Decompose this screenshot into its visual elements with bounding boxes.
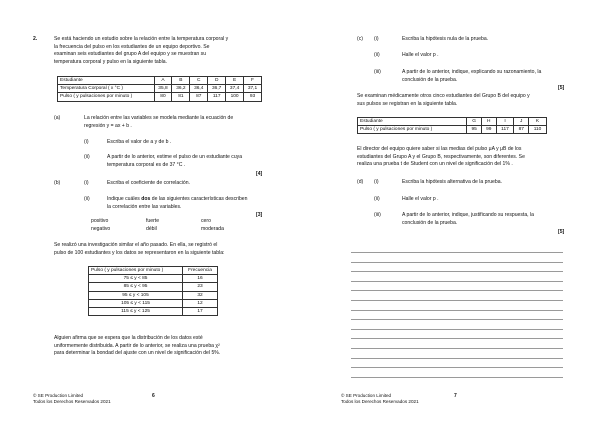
table-row xyxy=(89,283,218,291)
table-cell: J xyxy=(514,118,529,126)
part-b-ii-post: de las siguientes características describen xyxy=(150,196,248,202)
part-b-label: (b) xyxy=(54,180,61,186)
table-cell: A xyxy=(154,77,172,85)
table-cell: 81 xyxy=(172,93,190,101)
question-number: 2. xyxy=(33,36,38,42)
table-cell: I xyxy=(496,118,514,126)
part-d-ii-label: (ii) xyxy=(374,196,380,202)
part-a-i-label: (i) xyxy=(84,139,89,145)
table-header-cell: Pulso ( y pulsaciones por minuto ) xyxy=(89,267,183,275)
table-cell: 115 ≤ y < 125 xyxy=(89,308,183,316)
table-cell: 87 xyxy=(190,93,208,101)
table-row xyxy=(58,93,262,101)
table-cell: 17 xyxy=(183,308,218,316)
table-header-cell: Frecuencia xyxy=(183,267,218,275)
option-moderada: moderada xyxy=(201,226,224,232)
intro-line-4: temperatura corporal y pulso en la siguiente tabla. xyxy=(54,58,167,65)
closing-line-2: uniformemente distribuida. A partir de lo anterior, se realiza una prueba χ² xyxy=(54,342,220,349)
investigation-line-1: Se realizó una investigación similar el año pasado. En ella, se registró el xyxy=(54,242,218,248)
answer-line[interactable] xyxy=(351,358,563,359)
group-b-intro-line-2: sus pulsos se registran en la siguiente tabla. xyxy=(357,100,458,107)
table-cell: H xyxy=(481,118,496,126)
part-b-i-text: Escriba el coeficiente de correlación. xyxy=(107,180,190,186)
part-d-label: (d) xyxy=(357,179,364,185)
answer-line[interactable] xyxy=(351,271,563,272)
table-row xyxy=(58,85,262,93)
part-c-iii-line-1: A partir de lo anterior, indique, explicando su razonamiento, la xyxy=(402,69,542,75)
table-cell: C xyxy=(190,77,208,85)
option-positivo: positivo xyxy=(91,218,109,224)
part-d-iii-label: (iii) xyxy=(374,212,381,218)
part-c-iii-label: (iii) xyxy=(374,69,381,75)
investigation-line-2: pulso de 100 estudiantes y los datos se representaron en la siguiente tabla: xyxy=(54,249,225,256)
part-d-i-text: Escriba la hipótesis alternativa de la prueba. xyxy=(402,179,502,185)
page-number: 6 xyxy=(152,393,155,399)
table-cell: 87 xyxy=(514,126,529,134)
director-line-1: El director del equipo quiere saber si las medias del pulso μA y μB de los xyxy=(357,146,522,152)
table-row xyxy=(358,118,547,126)
page-number: 7 xyxy=(454,393,457,399)
part-c-label: (c) xyxy=(357,36,363,42)
table-row xyxy=(89,308,218,316)
table-cell: 35,8 xyxy=(154,85,172,93)
intro-line-3: examinan seis estudiantes del grupo A del equipo y se muestran su xyxy=(54,51,207,58)
answer-line[interactable] xyxy=(351,290,563,291)
closing-line-1: Alguien afirma que se espera que la distribución de los datos esté xyxy=(54,335,203,341)
table-cell: 80 xyxy=(154,93,172,101)
table-pulse-frequency xyxy=(88,266,218,316)
table-cell: 117 xyxy=(208,93,226,101)
table-cell: 23 xyxy=(183,283,218,291)
part-b-i-label: (i) xyxy=(84,180,89,186)
part-a-ii-label: (ii) xyxy=(84,154,90,160)
table-cell: 99 xyxy=(481,126,496,134)
part-c-ii-text: Halle el valor p . xyxy=(402,52,439,58)
part-b-ii-line-2: la correlación entre las variables. xyxy=(107,203,182,210)
answer-line[interactable] xyxy=(351,262,563,263)
table-cell: 75 ≤ y < 85 xyxy=(89,275,183,283)
table-cell: 37,1 xyxy=(244,85,262,93)
marks-c: [5] xyxy=(558,85,565,91)
table-cell: 36,4 xyxy=(190,85,208,93)
answer-line[interactable] xyxy=(351,338,563,339)
option-fuerte: fuerte xyxy=(146,218,160,224)
part-b-ii-pre: Indique cuáles xyxy=(107,196,142,202)
marks-b: [3] xyxy=(256,212,263,218)
option-cero: cero xyxy=(201,218,211,224)
table-cell: 110 xyxy=(529,126,547,134)
table-row xyxy=(89,299,218,307)
table-cell: Estudiante xyxy=(358,118,467,126)
part-a-line-1: La relación entre las variables se modela mediante la ecuación de xyxy=(84,115,234,121)
answer-line[interactable] xyxy=(351,300,563,301)
table-cell: 85 ≤ y < 95 xyxy=(89,283,183,291)
part-a-ii-line-2: temperatura corporal es de 37 °C . xyxy=(107,161,186,168)
part-b-ii-bold: dos xyxy=(141,196,151,202)
intro-line-2: la frecuencia del pulso en los estudiantes de un equipo deportivo. Se xyxy=(54,43,210,50)
answer-line[interactable] xyxy=(351,367,563,368)
table-cell: 95 ≤ y < 105 xyxy=(89,291,183,299)
director-line-3: realiza una prueba t de Student con un nivel de significación del 1% . xyxy=(357,161,513,168)
table-row xyxy=(58,77,262,85)
table-cell: F xyxy=(244,77,262,85)
table-row xyxy=(89,291,218,299)
answer-line[interactable] xyxy=(351,348,563,349)
table-cell: Estudiante xyxy=(58,77,155,85)
footer-copyright: © SE Production Limited xyxy=(33,393,84,398)
director-line-2: estudiantes del Grupo A y el Grupo B, respectivamente, son diferentes. Se xyxy=(357,153,525,160)
part-d-iii-line-1: A partir de lo anterior, indique, justificando su respuesta, la xyxy=(402,212,534,218)
table-cell: K xyxy=(529,118,547,126)
part-a-line-2: regresión y = ax + b . xyxy=(84,122,132,129)
table-cell: 117 xyxy=(496,126,514,134)
table-cell: B xyxy=(172,77,190,85)
table-cell: Pulso ( y pulsaciones por minuto ) xyxy=(58,93,155,101)
table-row xyxy=(89,275,218,283)
right-page xyxy=(300,0,600,424)
table-cell: Temperatura Corporal ( x °C ) xyxy=(58,85,155,93)
part-a-label: (a) xyxy=(54,115,61,121)
part-b-ii-line-1 xyxy=(107,196,247,204)
footer-rights: Todos los Derechos Reservados 2021 xyxy=(341,399,419,405)
closing-line-3: para determinar la bondad del ajuste con un nivel de significación del 5%. xyxy=(54,350,221,357)
answer-line[interactable] xyxy=(351,310,563,311)
marks-a: [4] xyxy=(256,171,263,177)
option-negativo: negativo xyxy=(91,226,111,232)
table-group-b xyxy=(357,117,547,134)
answer-line[interactable] xyxy=(351,252,563,253)
part-d-i-label: (i) xyxy=(374,179,379,185)
table-cell: 37,4 xyxy=(226,85,244,93)
answer-line[interactable] xyxy=(351,281,563,282)
table-row xyxy=(89,267,218,275)
answer-line[interactable] xyxy=(351,377,563,378)
part-c-i-label: (i) xyxy=(374,36,379,42)
table-cell: 16 xyxy=(183,275,218,283)
table-cell: 93 xyxy=(244,93,262,101)
table-cell: 105 ≤ y < 115 xyxy=(89,299,183,307)
part-d-ii-text: Halle el valor p . xyxy=(402,196,439,202)
table-cell: Pulso ( y pulsaciones por minuto ) xyxy=(358,126,467,134)
footer-rights: Todos los Derechos Reservados 2021 xyxy=(33,399,111,405)
part-a-i-text: Escriba el valor de a y de b . xyxy=(107,139,172,145)
group-b-intro-line-1: Se examinan médicamente otros cinco estudiantes del Grupo B del equipo y xyxy=(357,93,530,99)
part-a-ii-line-1: A partir de lo anterior, estime el pulso de un estudiante cuya xyxy=(107,154,243,160)
intro-line-1: Se está haciendo un estudio sobre la relación entre la temperatura corporal y xyxy=(54,36,229,42)
table-group-a xyxy=(57,76,262,102)
table-cell: E xyxy=(226,77,244,85)
table-cell: 95 xyxy=(467,126,482,134)
part-d-iii-line-2: conclusión de la prueba. xyxy=(402,219,458,226)
table-cell: D xyxy=(208,77,226,85)
marks-d: [5] xyxy=(558,229,565,235)
part-c-ii-label: (ii) xyxy=(374,52,380,58)
option-debil: débil xyxy=(146,226,157,232)
answer-line[interactable] xyxy=(351,329,563,330)
footer-copyright: © SE Production Limited xyxy=(341,393,392,398)
answer-line[interactable] xyxy=(351,319,563,320)
part-b-ii-label: (ii) xyxy=(84,196,90,202)
table-cell: 32 xyxy=(183,291,218,299)
table-cell: 12 xyxy=(183,299,218,307)
part-c-iii-line-2: conclusión de la prueba. xyxy=(402,76,458,83)
table-cell: 100 xyxy=(226,93,244,101)
part-c-i-text: Escriba la hipótesis nula de la prueba. xyxy=(402,36,489,42)
table-cell: 36,2 xyxy=(172,85,190,93)
table-cell: 36,7 xyxy=(208,85,226,93)
table-row xyxy=(358,126,547,134)
table-cell: G xyxy=(467,118,482,126)
